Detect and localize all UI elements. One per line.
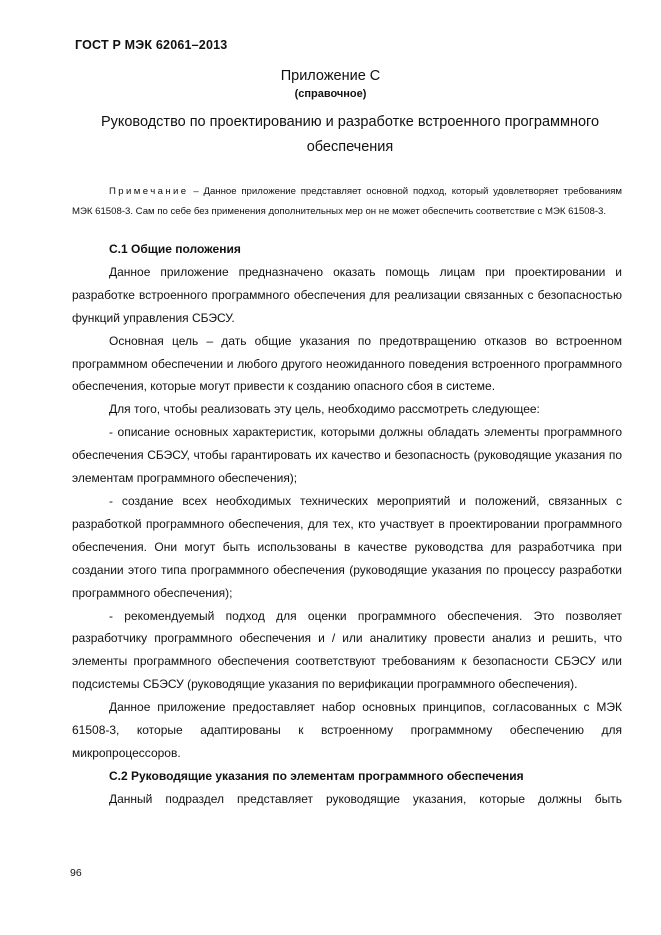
list-item: - создание всех необходимых технических мероприятий и положений, связанных с разработкой программного обеспечения, для тех, кто участвует в проектировании программного обеспечения. Они могут быть использованы в качестве руководства для разработчика при создании этого типа программного обеспечения (руководящие указания по процессу разработки программного обеспечения); (72, 493, 622, 600)
section-heading: С.2 Руководящие указания по элементам программного обеспечения (109, 768, 524, 783)
appendix-subtitle: (справочное) (294, 88, 367, 100)
section-heading: С.1 Общие положения (109, 242, 241, 256)
paragraph: Данное приложение предназначено оказать помощь лицам при проектировании и разработке встроенного программного обеспечения для реализации связанных с безопасностью функций управления СБЭСУ. (72, 264, 622, 325)
paragraph: Данное приложение предоставляет набор основных принципов, согласованных с МЭК 61508-3, которые адаптированы к встроенному программному обеспечению для микропроцессоров. (72, 700, 622, 760)
note-label: Примечание (109, 186, 189, 197)
list-item: - описание основных характеристик, которыми должны обладать элементы программного обеспечения СБЭСУ, чтобы гарантировать их качество и безопасность (руководящие указания по элементам программного обеспечения); (72, 425, 622, 486)
note-text: – Данное приложение представляет основной подход, который удовлетворяет требованиям МЭК 61508-3. Сам по себе без применения дополнительных мер он не может обеспечить соответствие с МЭК 61508-3. (72, 186, 622, 217)
document-header: ГОСТ Р МЭК 62061–2013 (75, 38, 228, 52)
note (72, 182, 622, 221)
paragraph: Основная цель – дать общие указания по предотвращению отказов во встроенном программном обеспечении и любого другого неожиданного поведения встроенного программного обеспечения, которые могут привести к созданию опасного сбоя в системе. (72, 333, 622, 394)
document-body (72, 238, 622, 811)
paragraph: Для того, чтобы реализовать эту цель, необходимо рассмотреть следующее: (109, 402, 540, 417)
appendix-main-title: Руководство по проектированию и разработке встроенного программного обеспечения (100, 114, 600, 155)
list-item: - рекомендуемый подход для оценки программного обеспечения. Это позволяет разработчику программного обеспечения и / или аналитику провести анализ и решить, что элементы программного обеспечения соответствуют требованиям к безопасности СБЭСУ или подсистемы СБЭСУ (руководящие указания по верификации программного обеспечения). (72, 608, 622, 692)
page-number: 96 (70, 867, 82, 879)
paragraph: Данный подраздел представляет руководящие указания, которые должны быть (109, 791, 622, 806)
appendix-title: Приложение С (280, 68, 381, 84)
